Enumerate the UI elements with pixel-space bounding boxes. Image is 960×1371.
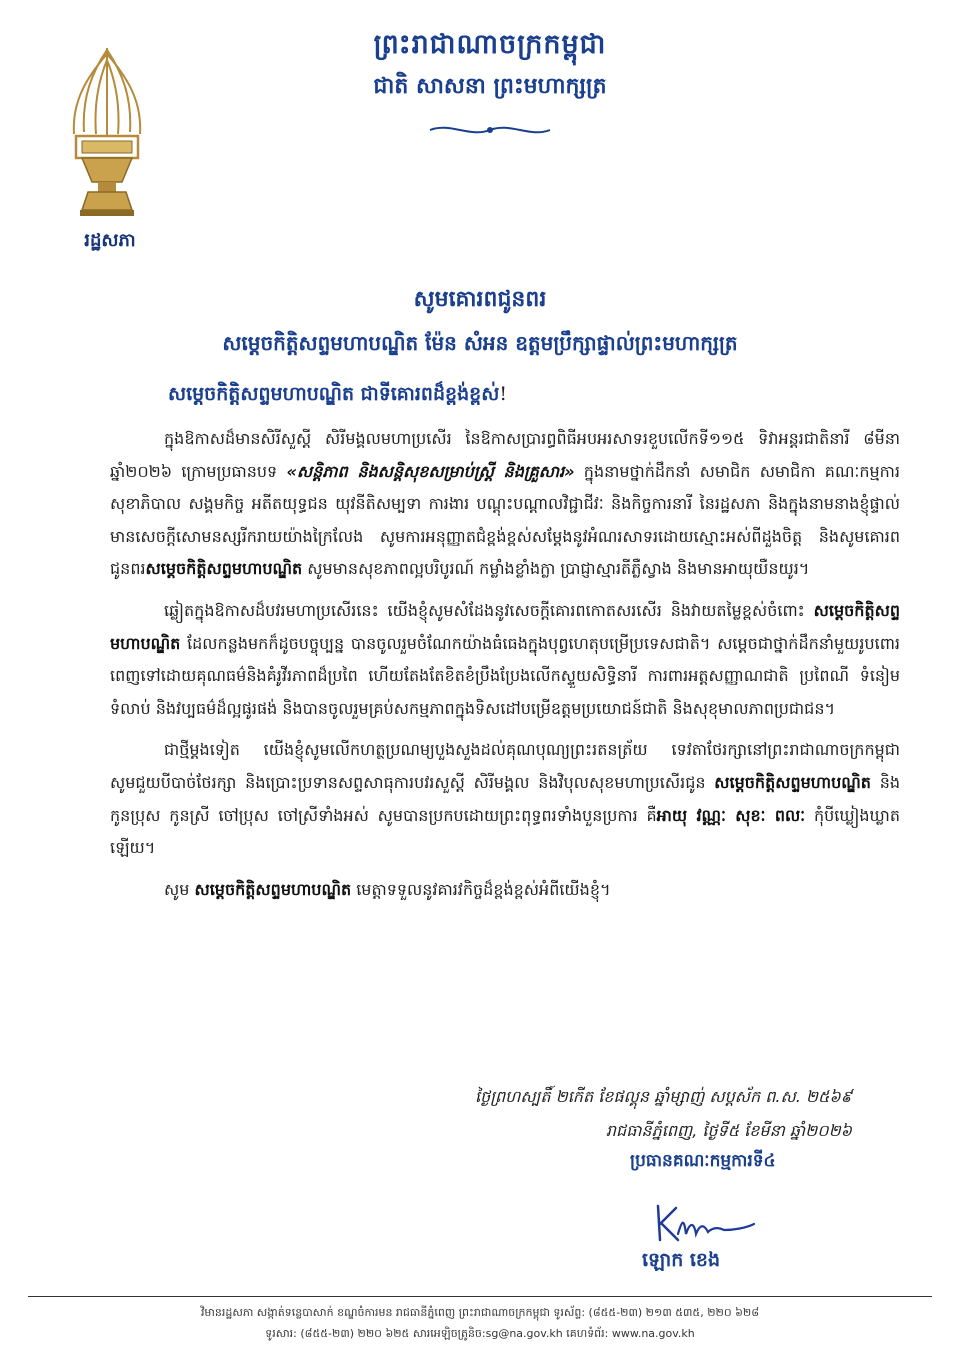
p3-text-a: ជាថ្មីម្តងទៀត យើងខ្ញុំសូមលើកហត្ថប្រណម្យបួងសួងដល់គុណបុណ្យព្រះរតនត្រ័យ ទេវតាថែរក្សានៅព្រះរាជាណាចក្រកម្ពុជា សូមជួយបីបាច់ថែរក្សា និងប្រោះប្រទានសព្ទសាធុការបវរសួស្តី សិរីមង្គល និងវិបុលសុខមហាប្រសើរជូន	[110, 740, 900, 792]
p4-name: សម្តេចកិត្តិសព្ទមហាបណ្ឌិត	[194, 879, 352, 899]
paragraph-3	[110, 734, 900, 864]
letter-title: សូមគោរពជូនពរ	[413, 286, 547, 312]
salutation-name: សម្តេចកិត្តិសព្ទមហាបណ្ឌិត ជាទីគោរពដ៏ខ្ពង់ខ្ពស់	[168, 383, 500, 405]
paragraph-4	[110, 874, 900, 907]
signer-position: ប្រធានគណៈកម្មការទី៤	[630, 1151, 776, 1171]
p3-text-c: កុំបីឃ្លៀងឃ្លាតឡើយ។	[110, 805, 900, 858]
lunar-date: ថ្ងៃព្រហស្បតិ៍ ២កើត ខែផល្គុន ឆ្នាំម្សាញ់ សប្តស័ក ព.ស. ២៥៦៩	[474, 1087, 852, 1106]
p4-text-b: មេត្តាទទួលនូវគារវកិច្ចដ៏ខ្ពង់ខ្ពស់អំពីយើងខ្ញុំ។	[356, 879, 611, 899]
p3-text-b: និងកូនប្រុស កូនស្រី ចៅប្រុស ចៅស្រីទាំងអស់ សូមបានប្រកបដោយព្រះពុទ្ធពរទាំងបួនប្រការ គឺ	[110, 772, 900, 825]
p4-text-a: សូម	[164, 879, 190, 899]
salutation-punct: !	[499, 383, 507, 405]
paragraph-1	[110, 423, 900, 586]
p2-text-b: ដែលកន្លងមកក៏ដូចបច្ចុប្បន្ន បានចូលរួមចំណែកយ៉ាងធំធេងក្នុងបុព្វហេតុបម្រើប្រទេសជាតិ។ សម្តេចជាថ្នាក់ដឹកនាំមួយរូបពោរពេញទៅដោយគុណធម៌និងគំរូវីរភាពដ៏ប្រពៃ ហើយតែងតែខិតខំប្រឹងប្រែងលើកស្ទួយសិទ្ធិនារី ការពារអត្តសញ្ញាណជាតិ ប្រពៃណី ទំនៀមទំលាប់ និងវប្បធម៌ដ៏ល្អផូរផង់ និងបានចូលរួមគ្រប់សកម្មភាពក្នុងទិសដៅបម្រើឧត្តមប្រយោជន៍ជាតិ និងសុខុមាលភាពប្រជាជន។	[110, 633, 900, 718]
footer-address: វិមានរដ្ឋសភា សង្កាត់ទន្លេបាសាក់ ខណ្ឌចំការមន រាជធានីភ្នំពេញ ព្រះរាជាណាចក្រកម្ពុជា ទូរស័ព្ទ: (៨៥៥-២៣) ២១៣ ៥៣៥, ២២០ ៦២៨	[200, 1306, 760, 1319]
letter-recipient: សម្តេចកិត្តិសព្ទមហាបណ្ឌិត ម៉ែន សំអន ឧត្តមប្រឹក្សាផ្ទាល់ព្រះមហាក្សត្រ	[222, 331, 738, 355]
national-motto: ជាតិ សាសនា ព្រះមហាក្សត្រ	[373, 73, 607, 99]
p1-name: សម្តេចកិត្តិសព្ទមហាបណ្ឌិត	[145, 559, 303, 579]
paragraph-2	[110, 595, 900, 725]
salutation	[168, 382, 868, 410]
p2-name: សម្តេចកិត្តិសព្ទមហាបណ្ឌិត	[110, 600, 900, 653]
ornament-divider-icon	[420, 120, 560, 140]
emblem-caption: រដ្ឋសភា	[84, 230, 136, 251]
p3-name: សម្តេចកិត្តិសព្ទមហាបណ្ឌិត	[714, 772, 871, 792]
p1-theme: «សន្តិភាព និងសន្តិសុខសម្រាប់ស្ត្រី និងគ្រួសារ»	[286, 461, 575, 481]
national-assembly-emblem-icon	[62, 42, 152, 252]
closing-dates	[475, 1080, 852, 1148]
letter-body	[110, 423, 900, 915]
kingdom-heading: ព្រះរាជាណាចក្រកម្ពុជា	[373, 29, 607, 60]
p1-text-b: ក្នុងនាមថ្នាក់ដឹកនាំ សមាជិក សមាជិកា គណៈកម្មការសុខាភិបាល សង្គមកិច្ច អតីតយុទ្ធជន យុវនីតិសម្បទា ការងារ បណ្តុះបណ្តាលវិជ្ជាជីវៈ និងកិច្ចការនារី នៃរដ្ឋសភា និងក្នុងនាមនាងខ្ញុំផ្ទាល់ មានសេចក្តីសោមនស្សរីករាយយ៉ាងក្រៃលែង សូមការអនុញ្ញាតជំខ្ពង់ខ្ពស់សម្តែងនូវអំណរសាទរដោយស្មោះអស់ពីដួងចិត្ត និងសូមគោរពជូនពរ	[110, 461, 900, 579]
p1-text-a: ក្នុងឱកាសដ៏មានសិរីសួស្តី សិរីមង្គលមហាប្រសើរ នៃឱកាសប្រារព្ធពិធីអបអរសាទរខួបលើកទី១១៥ ទិវាអន្តរជាតិនារី ៨មីនា ឆ្នាំ២០២៦ ក្រោមប្រធានបទ	[110, 429, 900, 481]
footer-divider	[28, 1296, 932, 1297]
signer-name: ឡោក ខេង	[642, 1249, 721, 1271]
p3-blessings: អាយុ វណ្ណៈ សុខៈ ពលៈ	[656, 805, 806, 825]
solar-date: រាជធានីភ្នំពេញ, ថ្ងៃទី៥ ខែមីនា ឆ្នាំ២០២៦	[605, 1121, 852, 1140]
handwritten-signature-icon	[650, 1200, 760, 1248]
footer-contact: ទូរសារ: (៨៥៥-២៣) ២២០ ៦២៥ សារអេឡិចត្រូនិច:sg@na.gov.kh គេហទំព័រ: www.na.gov.kh	[265, 1327, 695, 1340]
p2-text-a: ឆ្លៀតក្នុងឱកាសដ៏បវរមហាប្រសើរនេះ យើងខ្ញុំសូមសំដែងនូវសេចក្តីគោរពកោតសរសើរ និងវាយតម្លៃខ្ពស់ចំពោះ	[164, 600, 805, 620]
p1-text-c: សូមមានសុខភាពល្អបរិបូរណ៍ កម្លាំងខ្លាំងក្លា ប្រាជ្ញាស្មារតីភ្លឺស្វាង និងមានអាយុយឺនយូរ។	[307, 559, 810, 579]
